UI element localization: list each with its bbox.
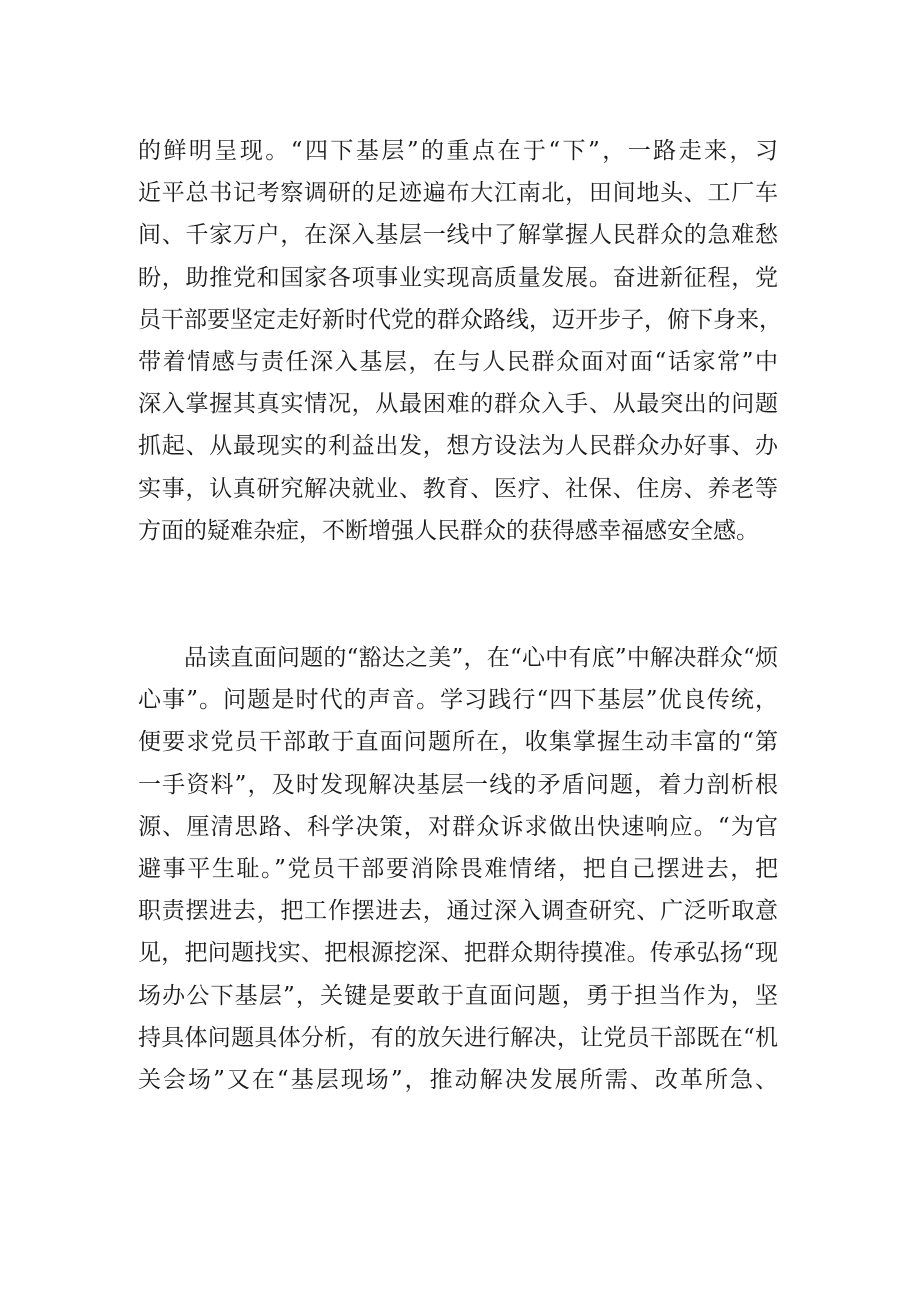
text-line: 职责摆进去，把工作摆进去，通过深入调查研究、广泛听取意 (138, 898, 778, 925)
text-line: 场办公下基层”，关键是要敢于直面问题，勇于担当作为，坚 (138, 982, 778, 1009)
text-line: 品读直面问题的“豁达之美”，在“心中有底”中解决群众“烦 (184, 645, 778, 671)
text-line: 的鲜明呈现。“四下基层”的重点在于“下”，一路走来，习 (138, 138, 778, 164)
text-line: 深入掌握其真实情况，从最困难的群众入手、从最突出的问题 (138, 391, 778, 418)
text-line: 实事，认真研究解决就业、教育、医疗、社保、住房、养老等 (138, 475, 778, 502)
text-line: 近平总书记考察调研的足迹遍布大江南北，田间地头、工厂车 (138, 180, 778, 207)
text-line: 避事平生耻。”党员干部要消除畏难情绪，把自己摆进去，把 (138, 855, 778, 882)
text-line: 员干部要坚定走好新时代党的群众路线，迈开步子，俯下身来， (138, 306, 782, 333)
text-line: 一手资料”，及时发现解决基层一线的矛盾问题，着力剖析根 (138, 771, 778, 798)
body-paragraph-1 (138, 130, 782, 552)
text-line: 间、千家万户，在深入基层一线中了解掌握人民群众的急难愁 (138, 222, 778, 249)
text-line: 持具体问题具体分析，有的放矢进行解决，让党员干部既在“机 (138, 1024, 778, 1051)
text-line: 带着情感与责任深入基层，在与人民群众面对面“话家常”中 (138, 348, 778, 375)
text-line: 抓起、从最现实的利益出发，想方设法为人民群众办好事、办 (138, 433, 778, 460)
body-paragraph-2 (138, 637, 778, 1101)
text-line: 方面的疑难杂症，不断增强人民群众的获得感幸福感安全感。 (138, 517, 759, 544)
text-line: 便要求党员干部敢于直面问题所在，收集掌握生动丰富的“第 (138, 729, 778, 756)
text-line: 关会场”又在“基层现场”，推动解决发展所需、改革所急、 (138, 1066, 778, 1093)
text-line: 源、厘清思路、科学决策，对群众诉求做出快速响应。“为官 (138, 813, 778, 840)
text-line: 见，把问题找实、把根源挖深、把群众期待摸准。传承弘扬“现 (138, 940, 778, 967)
text-line: 盼，助推党和国家各项事业实现高质量发展。奋进新征程，党 (138, 264, 778, 291)
text-line: 心事”。问题是时代的声音。学习践行“四下基层”优良传统， (138, 687, 778, 714)
